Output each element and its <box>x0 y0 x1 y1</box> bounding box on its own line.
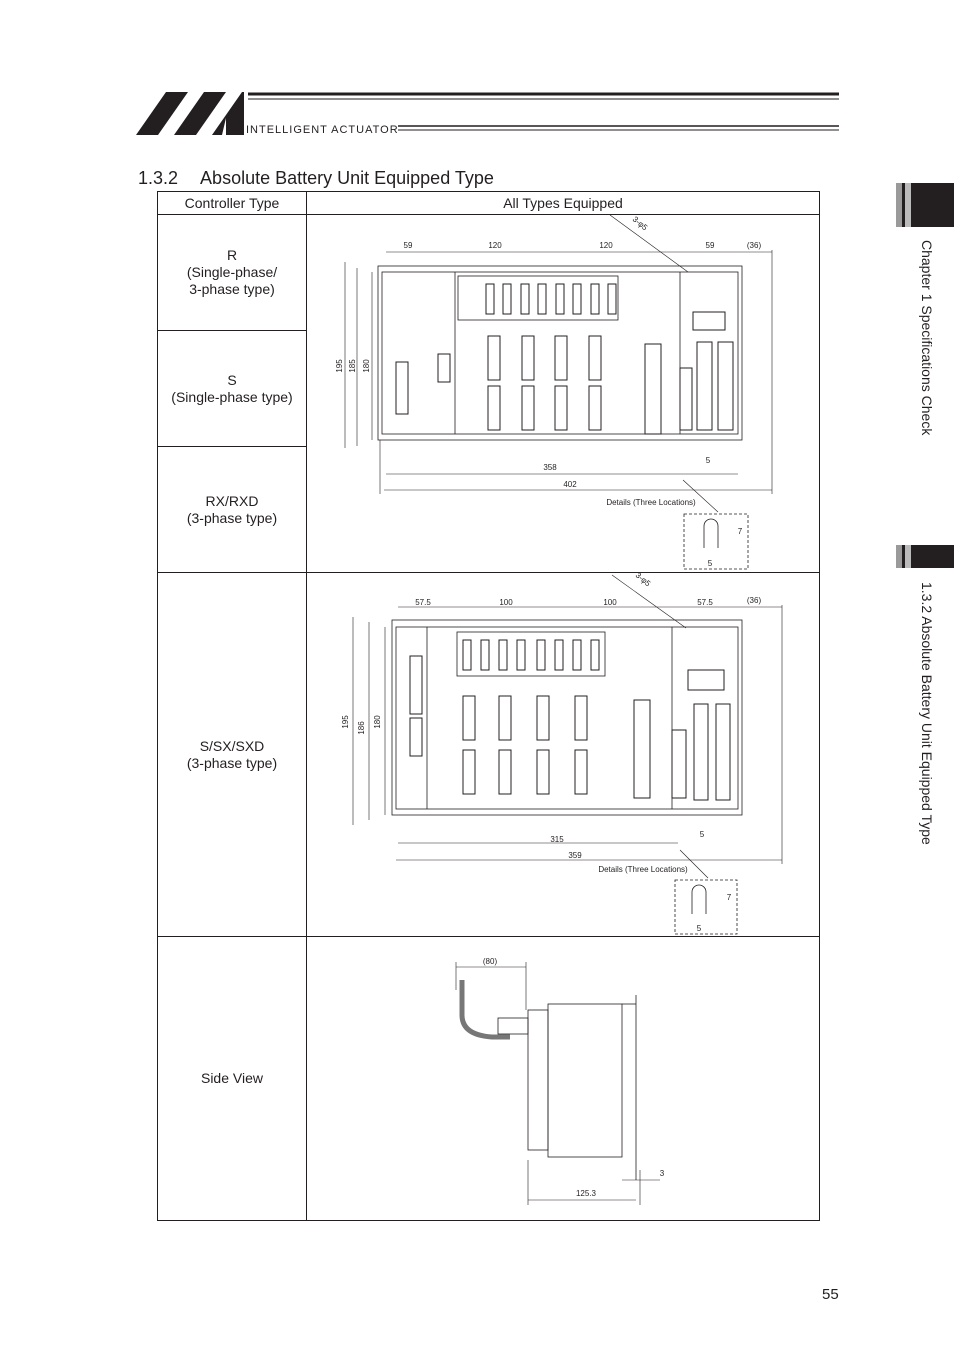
connectors <box>396 284 733 434</box>
dim-label: 5 <box>705 456 711 465</box>
dim-label: 59 <box>403 241 413 250</box>
dim-label: 186 <box>357 721 366 735</box>
dim-label: 358 <box>543 463 557 472</box>
dim-label: 100 <box>603 598 617 607</box>
col-header-all-types: All Types Equipped <box>307 192 820 215</box>
type-label: S <box>227 371 237 388</box>
dim-label: 100 <box>499 598 513 607</box>
dim-label: (80) <box>482 957 498 966</box>
section-title: Absolute Battery Unit Equipped Type <box>200 168 494 188</box>
dim-label: 120 <box>488 241 502 250</box>
hole-note: 3-φ5 <box>633 570 653 589</box>
dim-label: (36) <box>746 596 762 605</box>
type-label: (Single-phase/ <box>186 264 278 280</box>
controller-front-drawing-sx <box>341 571 782 934</box>
dim-label: 120 <box>599 241 613 250</box>
logo-text: INTELLIGENT ACTUATOR <box>246 124 399 136</box>
type-label: S/SX/SXD <box>199 737 265 754</box>
dim-label: 57.5 <box>415 598 431 607</box>
dim-label: (36) <box>746 241 762 250</box>
col-header-controller-type: Controller Type <box>158 192 307 215</box>
section-number: 1.3.2 <box>138 168 179 188</box>
dim-label: 359 <box>568 851 582 860</box>
section-tab-text: 1.3.2 Absolute Battery Unit Equipped Type <box>919 582 935 845</box>
dim-label: 315 <box>550 835 564 844</box>
dim-label: 7 <box>726 893 732 902</box>
section-tab-marker <box>896 545 954 568</box>
dim-label: 7 <box>737 527 743 536</box>
dim-label: 125.3 <box>575 1189 597 1198</box>
dim-label: 59 <box>705 241 715 250</box>
hole-note: 3-φ5 <box>630 214 650 233</box>
dim-label: 195 <box>335 359 344 373</box>
chapter-tab-text: Chapter 1 Specifications Check <box>919 240 935 436</box>
details-label: Details (Three Locations) <box>598 865 688 874</box>
dim-label: 180 <box>373 715 382 729</box>
type-label: R <box>226 247 238 263</box>
type-label: 3-phase type) <box>189 281 275 297</box>
page-number: 55 <box>822 1286 839 1303</box>
dim-label: 57.5 <box>697 598 713 607</box>
dim-label: 3 <box>659 1169 665 1178</box>
type-label: (3-phase type) <box>186 509 278 526</box>
dim-label: 180 <box>362 359 371 373</box>
dim-label: 195 <box>341 715 350 729</box>
type-label: (Single-phase type) <box>171 388 293 405</box>
side-view-drawing <box>456 957 665 1205</box>
dim-label: 5 <box>699 830 705 839</box>
dim-label: 5 <box>707 559 713 568</box>
type-label: RX/RXD <box>205 492 259 509</box>
details-label: Details (Three Locations) <box>606 498 696 507</box>
dim-label: 402 <box>563 480 577 489</box>
type-label: (3-phase type) <box>186 754 278 771</box>
chapter-tab-marker <box>896 183 954 227</box>
type-label: Side View <box>200 1070 263 1086</box>
controller-front-drawing-r <box>335 215 772 569</box>
dim-label: 185 <box>348 359 357 373</box>
dim-label: 5 <box>696 924 702 933</box>
